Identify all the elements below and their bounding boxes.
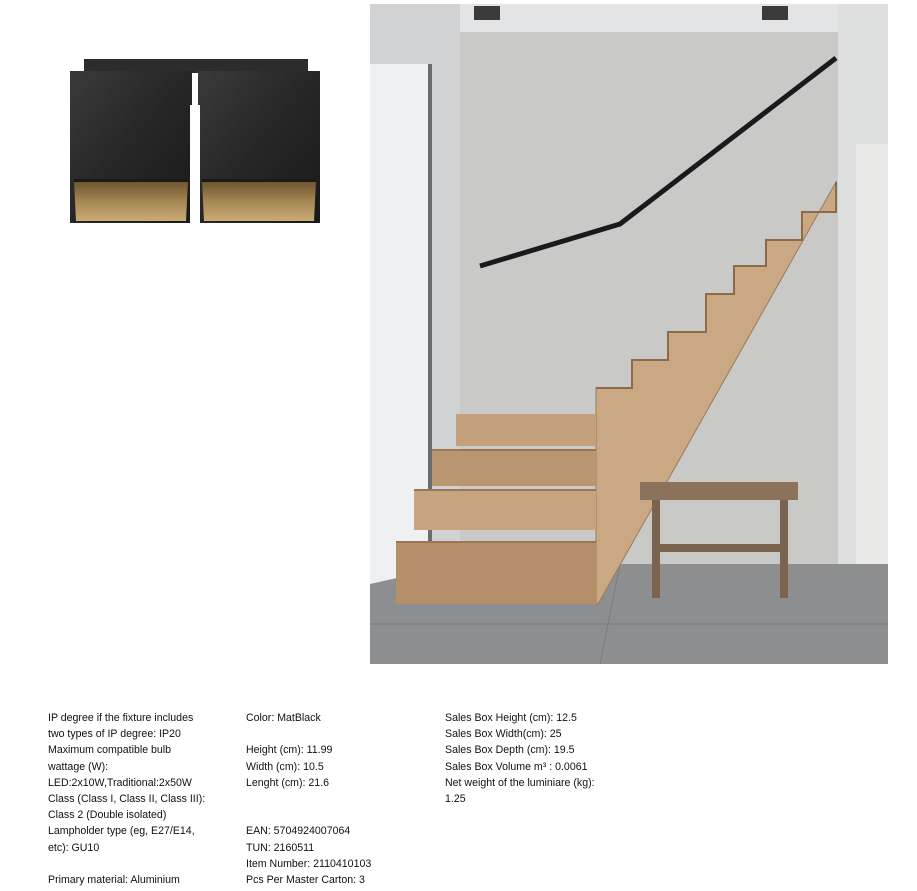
spec-line: Net weight of the luminiare (kg): <box>445 776 595 789</box>
spec-line: Sales Box Volume m³ : 0.0061 <box>445 760 588 773</box>
spec-column-3 <box>445 710 635 807</box>
spotlight-fixture <box>70 59 320 223</box>
spec-line: IP degree if the fixture includes <box>48 712 194 724</box>
spec-line: Primary material: Aluminium <box>48 874 180 887</box>
spec-line: Lenght (cm): 21.6 <box>246 776 330 789</box>
spec-line: Lampholder type (eg, E27/E14, <box>48 825 195 838</box>
spec-line: Width (cm): 10.5 <box>246 760 324 773</box>
spec-line: TUN: 2160511 <box>246 841 315 854</box>
spec-line: Class 2 (Double isolated) <box>48 809 167 822</box>
spacer <box>246 807 426 823</box>
spec-line: Class (Class I, Class II, Class III): <box>48 793 206 806</box>
product-photo <box>60 55 330 230</box>
spec-line: 1.25 <box>445 793 466 806</box>
spacer <box>246 726 426 742</box>
spacer <box>48 856 223 872</box>
spec-line: Color: MatBlack <box>246 712 321 724</box>
room-photo <box>370 4 888 664</box>
spec-line: wattage (W): <box>48 760 109 773</box>
spec-line: Maximum compatible bulb <box>48 744 172 757</box>
spec-column-1 <box>48 710 223 888</box>
spec-line: LED:2x10W,Traditional:2x50W <box>48 776 192 789</box>
spec-column-2 <box>246 710 426 888</box>
spec-line: Height (cm): 11.99 <box>246 744 333 757</box>
spec-line: EAN: 5704924007064 <box>246 825 351 838</box>
spec-line: two types of IP degree: IP20 <box>48 728 181 741</box>
spec-line: etc): GU10 <box>48 841 100 854</box>
spec-line: Sales Box Depth (cm): 19.5 <box>445 744 575 757</box>
spec-line: Sales Box Width(cm): 25 <box>445 728 562 741</box>
spec-line: Sales Box Height (cm): 12.5 <box>445 712 577 724</box>
spec-line: Item Number: 2110410103 <box>246 857 372 870</box>
spec-line: Pcs Per Master Carton: 3 <box>246 873 365 886</box>
spacer <box>246 791 426 807</box>
